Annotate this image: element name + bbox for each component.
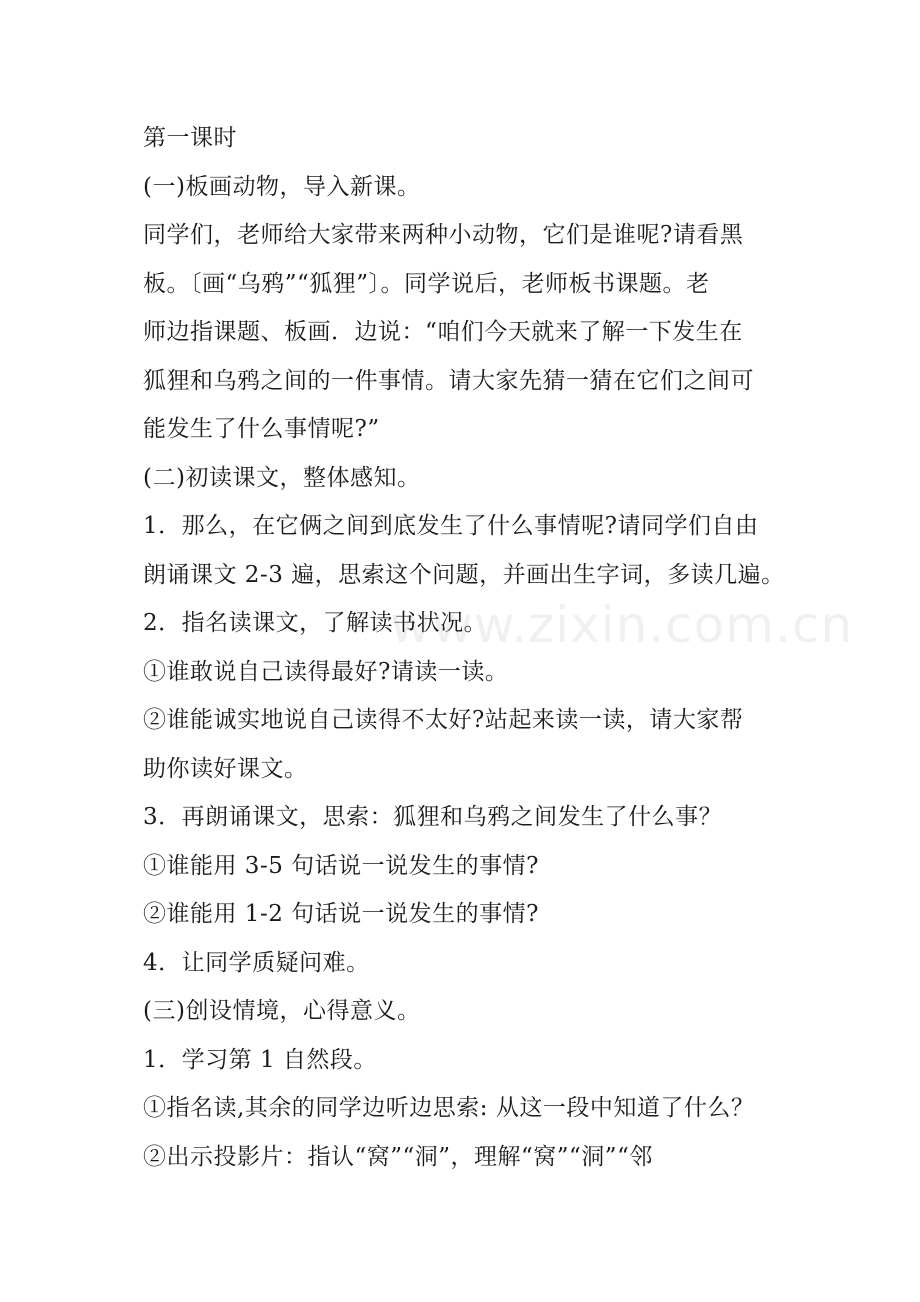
paragraph-line: ②谁能用 1-2 句话说一说发生的事情? [143, 901, 539, 927]
paragraph-line: ①谁敢说自己读得最好?请读一读。 [143, 658, 509, 685]
paragraph-line: ②谁能诚实地说自己读得不太好?站起来读一读，请大家帮 [143, 707, 744, 733]
paragraph-line: 2．指名读课文，了解读书状况。 [143, 610, 488, 636]
paragraph-line: ①谁能用 3-5 句话说一说发生的事情? [143, 852, 539, 879]
paragraph-line: 狐狸和乌鸦之间的一件事情。请大家先猜一猜在它们之间可 [143, 367, 754, 394]
paragraph-line: 1．学习第 1 自然段。 [143, 1046, 377, 1073]
document-body [143, 114, 783, 1181]
section-heading: (一)板画动物，导入新课。 [143, 173, 421, 200]
paragraph-line: 能发生了什么事情呢?” [143, 416, 380, 442]
watermark: www.zixin.com.cn [390, 596, 854, 654]
paragraph-line: 朗诵课文 2-3 遍，思索这个问题，并画出生字词，多读几遍。 [143, 561, 785, 588]
paragraph-line: 3．再朗诵课文，思索：狐狸和乌鸦之间发生了什么事？ [143, 804, 723, 830]
section-heading: (三)创设情境，心得意义。 [143, 998, 421, 1024]
paragraph-line: ②出示投影片：指认“窝”“洞”，理解“窝”“洞”“邻 [143, 1143, 653, 1170]
paragraph-line: 4．让同学质疑问难。 [143, 949, 370, 976]
paragraph-line: 1．那么，在它俩之间到底发生了什么事情呢?请同学们自由 [143, 513, 759, 539]
paragraph-line: 同学们，老师给大家带来两种小动物，它们是谁呢?请看黑 [143, 222, 744, 248]
paragraph-line: 板。〔画“乌鸦”“狐狸”〕。同学说后，老师板书课题。老 [143, 270, 710, 297]
lesson-heading: 第一课时 [143, 125, 237, 151]
paragraph-line: 师边指课题、板画．边说：“咱们今天就来了解一下发生在 [143, 319, 743, 345]
section-heading: (二)初读课文，整体感知。 [143, 464, 421, 491]
paragraph-line: 助你读好课文。 [143, 755, 308, 782]
paragraph-line: ①指名读,其余的同学边听边思索: 从这一段中知道了什么？ [143, 1095, 755, 1121]
